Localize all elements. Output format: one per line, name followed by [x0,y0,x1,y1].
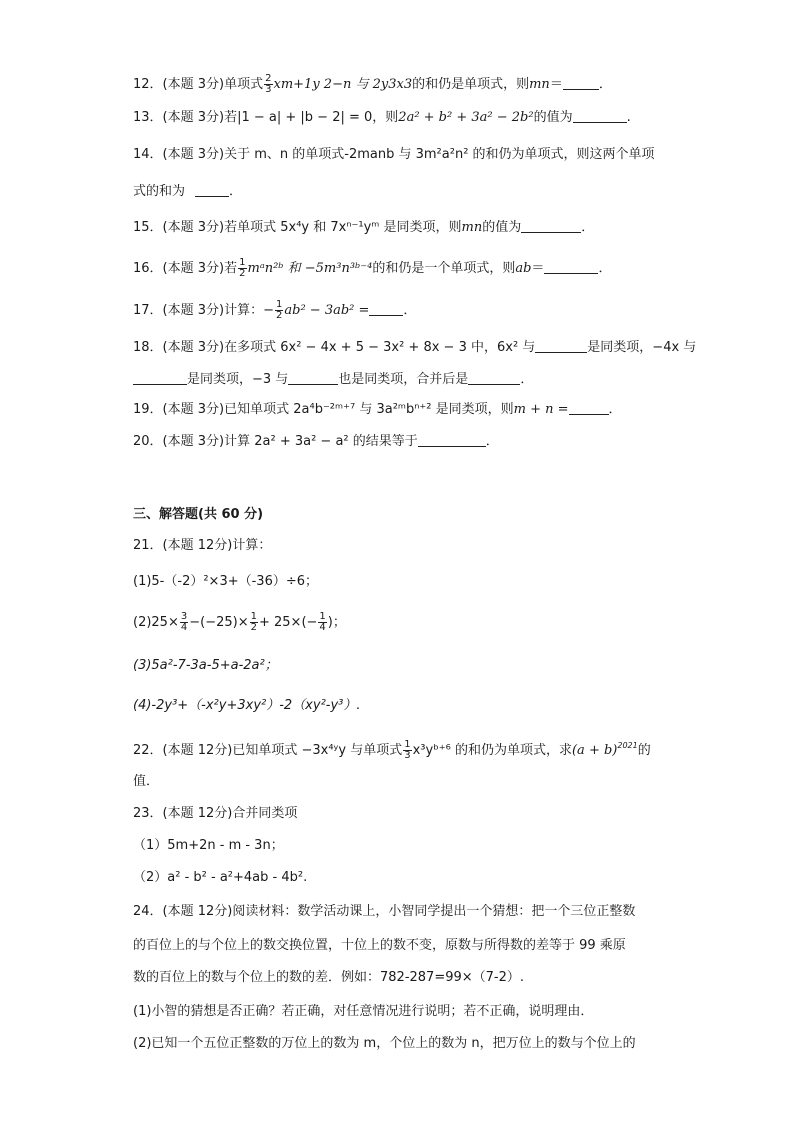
fraction-numerator: 1 [239,257,246,268]
question-number: 17． [133,303,163,318]
question-text: ＝ [549,77,563,92]
question-text: 若|1 − a| + |b − 2| = 0，则 [224,110,399,125]
question-text: 计算：− [224,303,275,318]
answer-blank[interactable] [569,400,609,415]
question-21-part-3: (3)5a²-7-3a-5+a-2a²； [133,658,278,673]
question-text: x³yᵇ⁺⁶ 的和仍为单项式，求 [412,743,572,758]
question-text: −(−25)× [189,615,249,630]
score-tag: (本题 3分) [162,261,225,276]
question-21: 21．(本题 12分)计算： [133,538,272,553]
question-text: 关于 m、n 的单项式-2manb 与 3m²a²n² 的和仍为单项式，则这两个单项 [224,147,655,162]
question-text: 若 [224,261,238,276]
fraction-denominator: 4 [319,622,326,633]
question-14-line-2 [133,182,242,202]
math-variable: ab [515,261,532,276]
math-expression: 2a² + b² + 3a² − 2b² [398,110,534,125]
question-number: 15． [133,220,163,235]
question-text: 式的和为 [133,184,186,199]
answer-blank[interactable] [544,259,598,274]
fraction-numerator: 1 [404,739,411,750]
question-20 [133,432,499,452]
answer-blank[interactable] [195,182,229,197]
question-17 [133,300,416,320]
question-number: 12． [133,77,163,92]
question-number: 14． [133,147,163,162]
punctuation: ． [598,77,612,92]
question-text: 的和仍是单项式，则 [412,77,530,92]
question-14 [133,145,655,165]
question-22 [133,736,651,761]
question-text: (2)25× [133,615,179,630]
punctuation: ． [520,372,534,387]
question-text: 的和仍是一个单项式，则 [372,261,516,276]
question-text: 在多项式 6x² − 4x + 5 − 3x² + 8x − 3 中，6x² 与 [224,340,536,355]
question-23-part-1: （1）5m+2n - m - 3n； [133,838,284,853]
question-18 [133,338,696,358]
exponent: 2021 [617,741,638,750]
question-text: 的值为 [482,220,522,235]
answer-blank[interactable] [521,218,581,233]
fraction-denominator: 4 [180,622,188,633]
question-text: 22．(本题 12分)已知单项式 −3x⁴ʸy 与单项式 [133,743,403,758]
question-number: 16． [133,261,163,276]
question-22-line-2: 值． [133,774,160,789]
math-expression: mᵃn²ᵇ 和 −5m³n³ᵇ⁻⁴ [247,261,373,276]
fraction-numerator: 2 [265,73,272,84]
math-variable: mn [529,77,550,92]
score-tag: (本题 3分) [162,303,225,318]
fraction-numerator: 1 [250,611,257,622]
fraction-denominator: 2 [250,622,257,633]
fraction-denominator: 2 [239,268,246,279]
fraction-denominator: 2 [276,310,283,321]
question-text: 单项式 [224,77,264,92]
question-13 [133,108,631,128]
question-15 [133,218,594,238]
score-tag: (本题 3分) [162,110,225,125]
answer-blank[interactable] [418,432,486,447]
answer-blank[interactable] [369,301,403,316]
question-text: + 25×(− [258,615,318,630]
punctuation: ． [403,303,417,318]
answer-blank[interactable] [535,338,587,353]
math-expression: ab² − 3ab² = [284,303,370,318]
score-tag: (本题 3分) [162,77,225,92]
question-21-part-1: (1)5-（-2）²×3+（-36）÷6； [133,574,319,589]
score-tag: (本题 3分) [162,402,225,417]
question-text: 的 [637,743,651,758]
question-21-part-4: (4)-2y³+（-x²y+3xy²）-2（xy²-y³）. [133,698,361,713]
math-expression: (a + b) [571,743,618,758]
fraction-denominator: 3 [404,750,411,761]
question-12 [133,74,612,94]
answer-blank[interactable] [133,370,187,385]
fraction-denominator: 3 [265,84,272,95]
punctuation: . [626,110,631,125]
question-18-line-2 [133,370,533,390]
answer-blank[interactable] [288,370,338,385]
question-text: 计算 2a² + 3a² − a² 的结果等于 [224,434,418,449]
question-24-line-2: 的百位上的与个位上的数交换位置，十位上的数不变，原数与所得数的差等于 99 乘原 [133,938,626,953]
question-21-part-2 [133,612,346,632]
fraction-numerator: 1 [319,611,326,622]
question-text: 是同类项，−4x 与 [587,340,697,355]
fraction [275,300,283,321]
question-number: 20． [133,434,163,449]
punctuation: ． [608,402,622,417]
answer-blank[interactable] [468,370,520,385]
fraction [250,612,258,633]
answer-blank[interactable] [563,75,599,90]
fraction [180,612,188,633]
fraction-numerator: 1 [276,299,283,310]
question-text: 的值为 [533,110,573,125]
question-23: 23．(本题 12分)合并同类项 [133,806,298,821]
score-tag: (本题 3分) [162,340,225,355]
fraction [238,258,246,279]
question-24-part-2: (2)已知一个五位正整数的万位上的数为 m，个位上的数为 n，把万位上的数与个位上的 [133,1036,636,1051]
section-heading: 三、解答题(共 60 分) [133,507,264,522]
question-number: 19． [133,402,163,417]
question-text: 也是同类项，合并后是 [338,372,469,387]
question-24-part-1: (1)小智的猜想是否正确？若正确，对任意情况进行说明；若不正确，说明理由． [133,1004,594,1019]
fraction-numerator: 3 [180,611,188,622]
math-expression: m + n = [513,402,569,417]
punctuation: ． [581,220,595,235]
fraction [318,612,326,633]
question-text: 是同类项，−3 与 [187,372,289,387]
score-tag: (本题 3分) [162,147,225,162]
question-number: 18． [133,340,163,355]
question-23-part-2: （2）a² - b² - a²+4ab - 4b². [133,870,308,885]
question-text: 若单项式 5x⁴y 和 7xⁿ⁻¹yᵐ 是同类项，则 [224,220,462,235]
question-19 [133,400,622,420]
answer-blank[interactable] [573,108,627,123]
question-24-line-3: 数的百位上的数与个位上的数的差．例如：782-287=99×（7-2）. [133,970,525,985]
question-number: 13． [133,110,163,125]
punctuation: ． [229,184,243,199]
score-tag: (本题 3分) [162,434,225,449]
punctuation: ． [598,261,612,276]
question-text: 已知单项式 2a⁴b⁻²ᵐ⁺⁷ 与 3a²ᵐbⁿ⁺² 是同类项，则 [224,402,514,417]
score-tag: (本题 3分) [162,220,225,235]
math-expression: xm+1y 2−n 与 2y3x3 [273,77,413,92]
math-variable: mn [461,220,483,235]
question-text: )； [327,615,346,630]
fraction [403,740,411,761]
question-text: ＝ [531,261,545,276]
fraction [264,74,272,95]
question-24: 24．(本题 12分)阅读材料：数学活动课上，小智同学提出一个猜想：把一个三位正整数 [133,904,636,919]
punctuation: ． [485,434,499,449]
question-16 [133,258,611,278]
